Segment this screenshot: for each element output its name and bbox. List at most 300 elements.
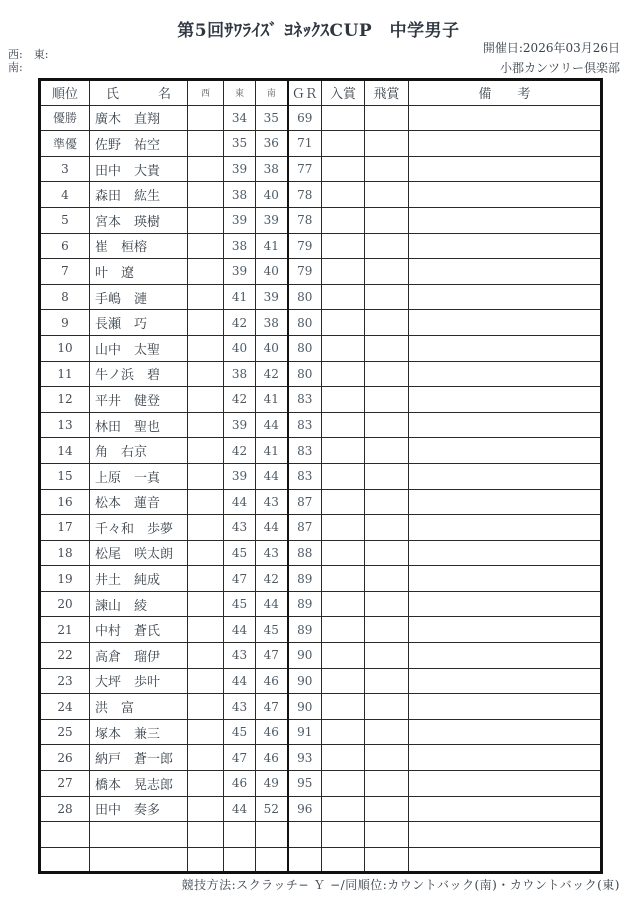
results-table [38,78,603,874]
east-score-cell: 45 [224,719,256,745]
notes-cell [409,515,602,541]
name-cell: 森田 紘生 [90,182,188,208]
east-score-cell: 46 [224,771,256,797]
south-score-cell: 46 [256,668,288,694]
west-score-cell [188,847,224,873]
name-cell [90,822,188,848]
prize-cell [322,412,365,438]
rank-cell: 12 [40,387,90,413]
header-rank: 順位 [40,80,90,106]
rank-cell: 28 [40,796,90,822]
notes-cell [409,156,602,182]
flight-prize-cell [365,668,409,694]
east-score-cell: 47 [224,745,256,771]
south-score-cell: 44 [256,591,288,617]
name-cell: 松尾 咲太朗 [90,540,188,566]
name-cell: 崔 桓榕 [90,233,188,259]
gr-score-cell: 80 [288,361,322,387]
west-score-cell [188,284,224,310]
notes-cell [409,182,602,208]
south-score-cell: 44 [256,463,288,489]
results-table-body [40,105,602,873]
gr-score-cell: 87 [288,489,322,515]
gr-score-cell: 83 [288,463,322,489]
flight-prize-cell [365,591,409,617]
gr-score-cell: 79 [288,259,322,285]
west-score-cell [188,822,224,848]
east-score-cell: 47 [224,566,256,592]
notes-cell [409,694,602,720]
table-row [40,617,602,643]
east-score-cell: 43 [224,694,256,720]
notes-cell [409,566,602,592]
flight-prize-cell [365,438,409,464]
west-score-cell [188,617,224,643]
header-flight-prize: 飛賞 [365,80,409,106]
south-score-cell: 39 [256,207,288,233]
south-score-cell: 40 [256,182,288,208]
flight-prize-cell [365,463,409,489]
table-row [40,438,602,464]
gr-score-cell: 91 [288,719,322,745]
notes-cell [409,438,602,464]
gr-score-cell: 80 [288,284,322,310]
notes-cell [409,617,602,643]
table-row [40,771,602,797]
notes-cell [409,387,602,413]
table-row [40,694,602,720]
flight-prize-cell [365,335,409,361]
prize-cell [322,131,365,157]
page-title: 第5回ｻﾜﾗｲｽﾞ ﾖﾈｯｸｽCUP 中学男子 [177,21,460,41]
east-score-cell: 45 [224,540,256,566]
gr-score-cell: 90 [288,668,322,694]
prize-cell [322,335,365,361]
name-cell: 佐野 祐空 [90,131,188,157]
south-score-cell: 45 [256,617,288,643]
rank-cell [40,822,90,848]
prize-cell [322,668,365,694]
west-score-cell [188,310,224,336]
table-row [40,335,602,361]
notes-cell [409,591,602,617]
flight-prize-cell [365,310,409,336]
gr-score-cell: 89 [288,566,322,592]
name-cell: 田中 大貴 [90,156,188,182]
east-score-cell: 43 [224,643,256,669]
gr-score-cell: 77 [288,156,322,182]
east-score-cell: 44 [224,617,256,643]
flight-prize-cell [365,822,409,848]
name-cell: 長瀬 巧 [90,310,188,336]
east-score-cell: 39 [224,207,256,233]
name-cell: 大坪 歩叶 [90,668,188,694]
west-score-cell [188,566,224,592]
table-row [40,745,602,771]
south-score-cell: 38 [256,156,288,182]
notes-cell [409,796,602,822]
name-cell [90,847,188,873]
prize-cell [322,694,365,720]
rank-cell: 13 [40,412,90,438]
notes-cell [409,259,602,285]
west-score-cell [188,463,224,489]
south-score-cell: 35 [256,105,288,131]
flight-prize-cell [365,719,409,745]
table-row [40,566,602,592]
gr-score-cell: 69 [288,105,322,131]
south-score-cell: 52 [256,796,288,822]
table-row [40,131,602,157]
rank-cell: 9 [40,310,90,336]
west-score-cell [188,182,224,208]
name-cell: 林田 聖也 [90,412,188,438]
notes-cell [409,745,602,771]
gr-score-cell: 88 [288,540,322,566]
prize-cell [322,515,365,541]
footer-note: 競技方法:スクラッチ− Ｙ −/同順位:カウントバック(南)・カウントバック(東) [181,878,620,892]
name-cell: 廣木 直翔 [90,105,188,131]
prize-cell [322,489,365,515]
west-score-cell [188,515,224,541]
rank-cell: 20 [40,591,90,617]
prize-cell [322,771,365,797]
course-label-south: 南: [8,61,23,74]
flight-prize-cell [365,540,409,566]
gr-score-cell: 83 [288,412,322,438]
name-cell: 手嶋 漣 [90,284,188,310]
rank-cell: 10 [40,335,90,361]
header-east: 東 [224,80,256,106]
west-score-cell [188,771,224,797]
table-row [40,796,602,822]
flight-prize-cell [365,284,409,310]
flight-prize-cell [365,796,409,822]
prize-cell [322,259,365,285]
flight-prize-cell [365,207,409,233]
table-row [40,233,602,259]
west-score-cell [188,719,224,745]
east-score-cell: 41 [224,284,256,310]
south-score-cell: 36 [256,131,288,157]
south-score-cell: 41 [256,233,288,259]
name-cell: 諫山 綾 [90,591,188,617]
notes-cell [409,668,602,694]
south-score-cell: 47 [256,643,288,669]
south-score-cell: 40 [256,335,288,361]
notes-cell [409,310,602,336]
notes-cell [409,233,602,259]
west-score-cell [188,259,224,285]
gr-score-cell: 90 [288,694,322,720]
west-score-cell [188,540,224,566]
prize-cell [322,796,365,822]
gr-score-cell: 89 [288,617,322,643]
prize-cell [322,745,365,771]
flight-prize-cell [365,361,409,387]
notes-cell [409,412,602,438]
name-cell: 宮本 瑛樹 [90,207,188,233]
table-row [40,412,602,438]
header-prize: 入賞 [322,80,365,106]
table-row [40,284,602,310]
west-score-cell [188,643,224,669]
gr-score-cell: 93 [288,745,322,771]
name-cell: 塚本 兼三 [90,719,188,745]
west-score-cell [188,335,224,361]
rank-cell: 15 [40,463,90,489]
south-score-cell: 40 [256,259,288,285]
name-cell: 松本 蓮音 [90,489,188,515]
rank-cell: 25 [40,719,90,745]
flight-prize-cell [365,515,409,541]
notes-cell [409,463,602,489]
table-header-row [40,80,602,106]
prize-cell [322,617,365,643]
flight-prize-cell [365,131,409,157]
west-score-cell [188,131,224,157]
rank-cell: 16 [40,489,90,515]
rank-cell: 17 [40,515,90,541]
table-row [40,489,602,515]
flight-prize-cell [365,105,409,131]
prize-cell [322,310,365,336]
south-score-cell: 47 [256,694,288,720]
rank-cell: 優勝 [40,105,90,131]
notes-cell [409,822,602,848]
gr-score-cell: 89 [288,591,322,617]
gr-score-cell: 95 [288,771,322,797]
rank-cell: 26 [40,745,90,771]
notes-cell [409,361,602,387]
east-score-cell: 44 [224,668,256,694]
south-score-cell: 39 [256,284,288,310]
east-score-cell: 39 [224,463,256,489]
flight-prize-cell [365,643,409,669]
notes-cell [409,540,602,566]
table-row [40,463,602,489]
flight-prize-cell [365,566,409,592]
flight-prize-cell [365,745,409,771]
notes-cell [409,771,602,797]
west-score-cell [188,233,224,259]
table-row [40,822,602,848]
name-cell: 中村 蒼氏 [90,617,188,643]
east-score-cell: 39 [224,412,256,438]
gr-score-cell: 79 [288,233,322,259]
prize-cell [322,387,365,413]
table-row [40,668,602,694]
table-row [40,643,602,669]
gr-score-cell: 78 [288,207,322,233]
prize-cell [322,643,365,669]
east-score-cell: 42 [224,387,256,413]
table-row [40,105,602,131]
notes-cell [409,207,602,233]
west-score-cell [188,591,224,617]
south-score-cell: 42 [256,361,288,387]
notes-cell [409,643,602,669]
west-score-cell [188,412,224,438]
east-score-cell: 45 [224,591,256,617]
table-row [40,156,602,182]
east-score-cell: 42 [224,438,256,464]
flight-prize-cell [365,489,409,515]
east-score-cell: 44 [224,489,256,515]
prize-cell [322,566,365,592]
east-score-cell: 38 [224,233,256,259]
header-name: 氏 名 [90,80,188,106]
prize-cell [322,719,365,745]
prize-cell [322,361,365,387]
east-score-cell: 38 [224,361,256,387]
rank-cell: 3 [40,156,90,182]
prize-cell [322,233,365,259]
south-score-cell: 42 [256,566,288,592]
south-score-cell: 44 [256,515,288,541]
west-score-cell [188,207,224,233]
rank-cell: 23 [40,668,90,694]
west-score-cell [188,387,224,413]
south-score-cell: 41 [256,438,288,464]
south-score-cell: 46 [256,719,288,745]
table-row [40,847,602,873]
south-score-cell: 46 [256,745,288,771]
flight-prize-cell [365,182,409,208]
west-score-cell [188,438,224,464]
prize-cell [322,847,365,873]
flight-prize-cell [365,259,409,285]
gr-score-cell: 96 [288,796,322,822]
prize-cell [322,540,365,566]
east-score-cell: 39 [224,156,256,182]
rank-cell: 19 [40,566,90,592]
south-score-cell [256,822,288,848]
prize-cell [322,591,365,617]
name-cell: 井土 純成 [90,566,188,592]
prize-cell [322,284,365,310]
gr-score-cell: 83 [288,438,322,464]
south-score-cell: 44 [256,412,288,438]
rank-cell: 22 [40,643,90,669]
notes-cell [409,105,602,131]
flight-prize-cell [365,847,409,873]
gr-score-cell: 80 [288,310,322,336]
rank-cell: 24 [40,694,90,720]
gr-score-cell: 80 [288,335,322,361]
table-row [40,540,602,566]
name-cell: 納戸 蒼一郎 [90,745,188,771]
east-score-cell [224,847,256,873]
east-score-cell [224,822,256,848]
notes-cell [409,131,602,157]
east-score-cell: 35 [224,131,256,157]
rank-cell: 14 [40,438,90,464]
flight-prize-cell [365,694,409,720]
name-cell: 牛ノ浜 碧 [90,361,188,387]
course-labels [8,48,48,74]
table-row [40,515,602,541]
east-score-cell: 43 [224,515,256,541]
rank-cell: 18 [40,540,90,566]
rank-cell: 5 [40,207,90,233]
course-label-west-east: 西: 東: [8,48,49,61]
table-row [40,310,602,336]
rank-cell: 21 [40,617,90,643]
table-row [40,591,602,617]
venue-name: 小郡カンツリー倶楽部 [499,61,620,75]
east-score-cell: 38 [224,182,256,208]
rank-cell: 4 [40,182,90,208]
south-score-cell: 43 [256,489,288,515]
east-score-cell: 42 [224,310,256,336]
south-score-cell: 41 [256,387,288,413]
south-score-cell: 38 [256,310,288,336]
name-cell: 角 右京 [90,438,188,464]
west-score-cell [188,668,224,694]
flight-prize-cell [365,156,409,182]
west-score-cell [188,489,224,515]
table-row [40,259,602,285]
name-cell: 高倉 瑠伊 [90,643,188,669]
prize-cell [322,207,365,233]
flight-prize-cell [365,771,409,797]
rank-cell: 6 [40,233,90,259]
flight-prize-cell [365,617,409,643]
name-cell: 千々和 歩夢 [90,515,188,541]
header-west: 西 [188,80,224,106]
rank-cell: 準優 [40,131,90,157]
prize-cell [322,438,365,464]
west-score-cell [188,796,224,822]
table-row [40,361,602,387]
gr-score-cell: 71 [288,131,322,157]
gr-score-cell [288,822,322,848]
name-cell: 洪 富 [90,694,188,720]
event-date: 開催日:2026年03月26日 [482,41,620,55]
notes-cell [409,719,602,745]
west-score-cell [188,105,224,131]
south-score-cell: 43 [256,540,288,566]
rank-cell: 7 [40,259,90,285]
south-score-cell: 49 [256,771,288,797]
east-score-cell: 40 [224,335,256,361]
prize-cell [322,463,365,489]
flight-prize-cell [365,233,409,259]
west-score-cell [188,745,224,771]
rank-cell: 8 [40,284,90,310]
header-gr: ＧＲ [288,80,322,106]
name-cell: 橋本 晃志郎 [90,771,188,797]
east-score-cell: 44 [224,796,256,822]
table-row [40,719,602,745]
notes-cell [409,335,602,361]
gr-score-cell: 78 [288,182,322,208]
name-cell: 上原 一真 [90,463,188,489]
rank-cell: 11 [40,361,90,387]
name-cell: 田中 奏多 [90,796,188,822]
east-score-cell: 39 [224,259,256,285]
west-score-cell [188,156,224,182]
name-cell: 山中 太聖 [90,335,188,361]
table-row [40,387,602,413]
gr-score-cell: 83 [288,387,322,413]
west-score-cell [188,361,224,387]
notes-cell [409,489,602,515]
south-score-cell [256,847,288,873]
flight-prize-cell [365,387,409,413]
gr-score-cell [288,847,322,873]
